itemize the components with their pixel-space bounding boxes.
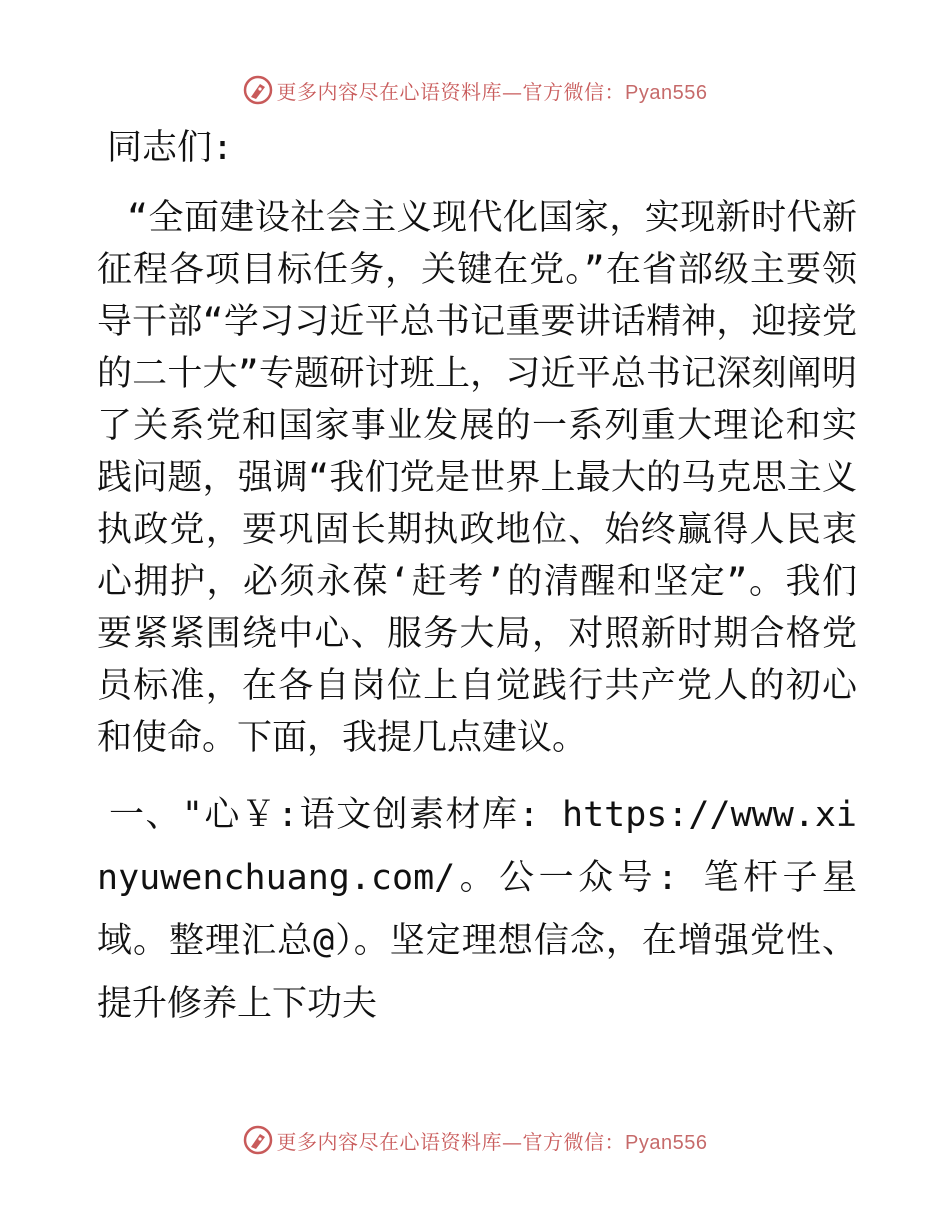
paragraph-1: “全面建设社会主义现代化国家，实现新时代新征程各项目标任务，关键在党。”在省部级主要领导干部“学习习近平总书记重要讲话精神，迎接党的二十大”专题研讨班上，习近平总书记深刻阐明了关系党和国家事业发展的一系列重大理论和实践问题，强调“我们党是世界上最大的马克思主义执政党，要巩固长期执政地位、始终赢得人民衷心拥护，必须永葆‘赶考’的清醒和坚定”。我们要紧紧围绕中心、服务大局，对照新时期合格党员标准，在各自岗位上自觉践行共产党人的初心和使命。下面，我提几点建议。 bbox=[97, 198, 857, 758]
banner-text: 更多内容尽在心语资料库—官方微信： bbox=[276, 79, 626, 104]
banner-id: Pyan556 bbox=[625, 81, 708, 104]
banner-label bbox=[277, 1126, 708, 1155]
greeting: 同志们: bbox=[107, 128, 234, 168]
paragraph-2: 一、"心￥:语文创素材库: https://www.xinyuwenchuang.com/。公一众号: 笔杆子星域。整理汇总@）。坚定理想信念，在增强党性、提升修养上下功夫 bbox=[97, 795, 857, 1024]
banner-text: 更多内容尽在心语资料库—官方微信： bbox=[276, 1129, 626, 1154]
banner-label bbox=[277, 76, 708, 105]
document-body bbox=[97, 122, 857, 1036]
banner-id: Pyan556 bbox=[625, 1131, 708, 1154]
pen-nib-icon bbox=[243, 1125, 273, 1155]
header-banner bbox=[0, 70, 950, 110]
footer-banner bbox=[0, 1120, 950, 1160]
pen-nib-icon bbox=[243, 75, 273, 105]
